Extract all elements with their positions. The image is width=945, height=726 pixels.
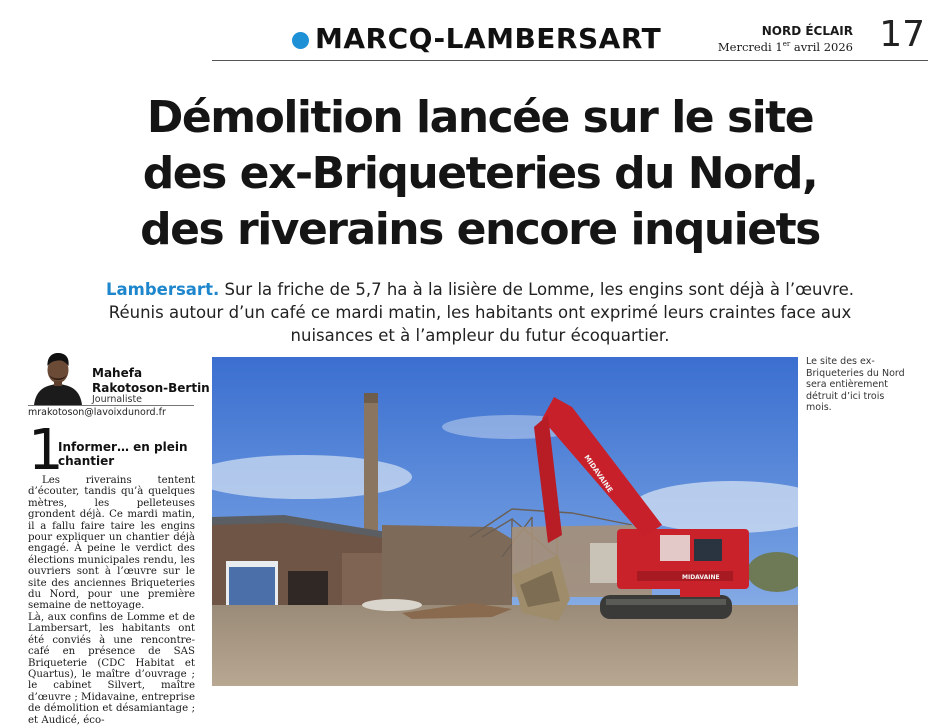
excavator-brand-label: MIDAVAINE	[582, 453, 615, 495]
lead-paragraph	[90, 278, 870, 347]
body-paragraph: Les riverains tentent d’écouter, tandis qu’à quelques mètres, les pelleteuses grondent déjà. Ce mardi matin, il a fallu faire taire les engins pour expliquer un chantier déjà engagé. À peine le verdict des élections municipales rendu, les ouvriers sont à l’œuvre sur le site des anciennes Briqueteries du Nord, pour une première semaine de nettoyage.	[28, 475, 195, 612]
section-title: MARCQ-LAMBERSART	[315, 22, 662, 55]
header-rule	[212, 60, 928, 61]
page-header	[0, 0, 945, 62]
author-name: Mahefa Rakotoson-Bertin	[92, 366, 210, 395]
section-dot-icon	[292, 32, 309, 49]
newspaper-name: NORD ÉCLAIR	[761, 24, 853, 38]
author-divider	[28, 405, 194, 406]
headline-line: des ex-Briqueteries du Nord,	[142, 148, 818, 199]
headline-line: Démolition lancée sur le site	[146, 92, 814, 143]
article-photo	[212, 357, 798, 686]
lead-text: Sur la friche de 5,7 ha à la lisière de Lomme, les engins sont déjà à l’œuvre. Réunis autour d’un café ce mardi matin, les habitants ont exprimé leurs craintes face aux nuisances et à l’ampleur du futur écoquartier.	[108, 280, 854, 345]
author-role: Journaliste	[92, 394, 143, 405]
lead-location: Lambersart.	[106, 280, 220, 299]
publication-date: Mercredi 1er avril 2026	[717, 40, 853, 54]
section-number: 1	[28, 418, 64, 483]
headline	[60, 90, 900, 258]
article-body	[28, 475, 195, 726]
section-subheading: Informer… en plein chantier	[58, 440, 188, 468]
page-number: 17	[879, 14, 925, 55]
author-avatar	[28, 345, 88, 405]
excavator-body-label: MIDAVAINE	[682, 574, 720, 581]
photo-caption: Le site des ex-Briqueteries du Nord sera entièrement détruit d’ici trois mois.	[806, 356, 905, 413]
author-email: mrakotoson@lavoixdunord.fr	[28, 407, 166, 418]
headline-line: des riverains encore inquiets	[140, 204, 820, 255]
body-paragraph: Là, aux confins de Lomme et de Lambersart, les habitants ont été conviés à une rencontre-café en présence de SAS Briqueterie (CDC Habitat et Quartus), le maître d’ouvrage ; le cabinet Silvert, maître d’œuvre ; Midavaine, entreprise de démolition et désamiantage ; et Audicé, éco-	[28, 611, 195, 726]
